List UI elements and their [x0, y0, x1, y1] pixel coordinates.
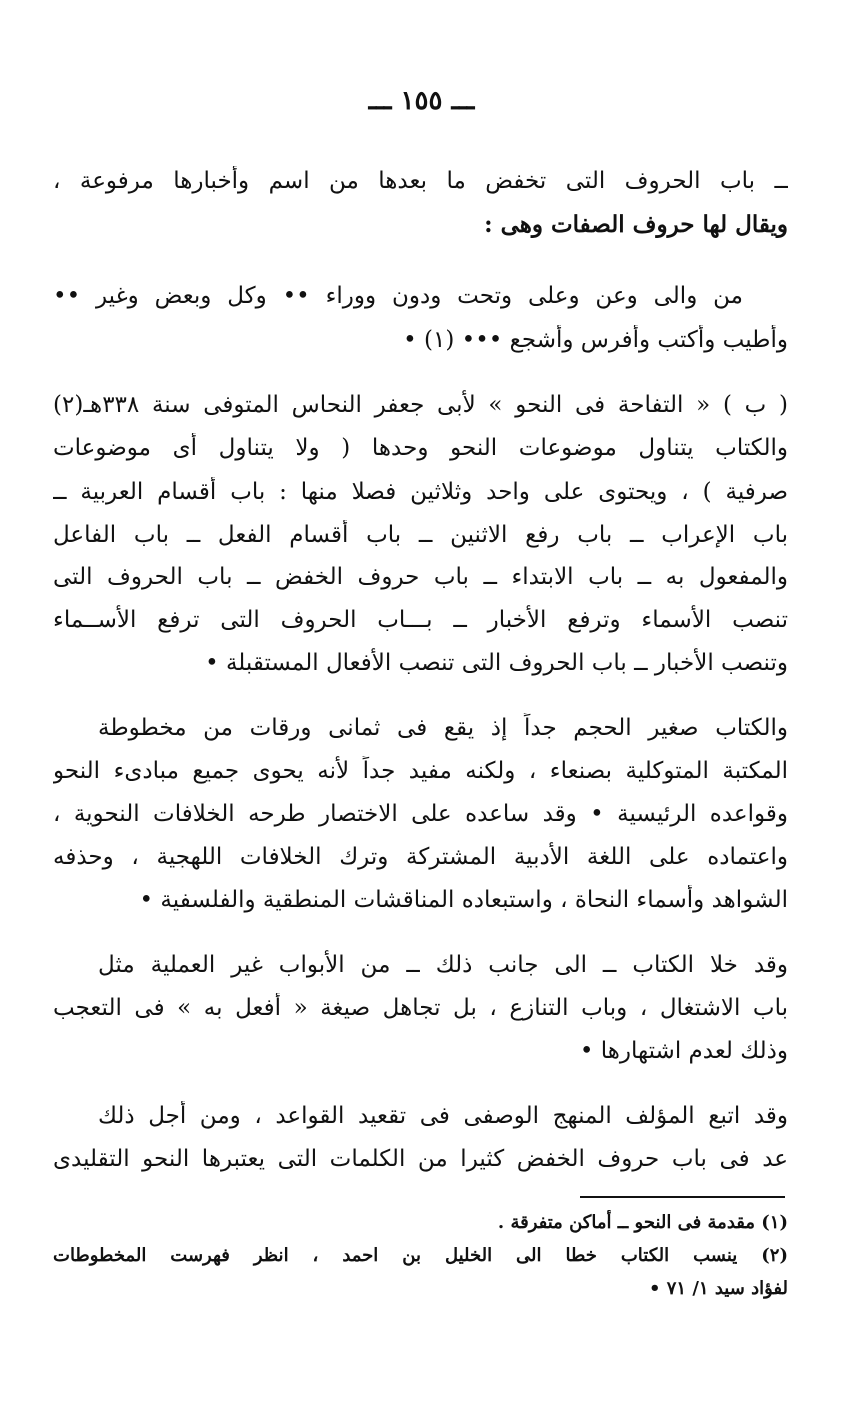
text-line: من والى وعن وعلى وتحت ودون ووراء •• وكل وبعض وغير ••	[53, 283, 743, 309]
text-line: وأطيب وأكتب وأفرس وأشجع ••• (١) •	[403, 327, 788, 353]
footnote: (٢) ينسب الكتاب خطا الى الخليل بن احمد ، انظر فهرست المخطوطات	[53, 1245, 788, 1266]
text-line: تنصب الأسماء وترفع الأخبار ــ بـــاب الحروف التى ترفع الأســماء	[53, 607, 788, 633]
text-line: باب الإعراب ــ باب رفع الاثنين ــ باب أقسام الفعل ــ باب الفاعل	[53, 522, 788, 548]
text-line: والكتاب صغير الحجم جداً إذ يقع فى ثمانى ورقات من مخطوطة	[98, 715, 788, 741]
text-line: والكتاب يتناول موضوعات النحو وحدها ( ولا يتناول أى موضوعات	[53, 435, 788, 461]
footnote: (١) مقدمة فى النحو ــ أماكن متفرقة .	[497, 1212, 788, 1233]
text-line: والمفعول به ــ باب الابتداء ــ باب حروف الخفض ــ باب الحروف التى	[53, 564, 788, 590]
text-line: باب الاشتغال ، وباب التنازع ، بل تجاهل صيغة « أفعل به » فى التعجب	[53, 995, 788, 1021]
text-line: وتنصب الأخبار ــ باب الحروف التى تنصب الأفعال المستقبلة •	[205, 650, 788, 676]
text-line: صرفية ) ، ويحتوى على واحد وثلاثين فصلا منها : باب أقسام العربية ــ	[53, 479, 788, 505]
text-line: واعتماده على اللغة الأدبية المشتركة وترك الخلافات اللهجية ، وحذفه	[53, 844, 788, 870]
text-line: عد فى باب حروف الخفض كثيرا من الكلمات التى يعتبرها النحو التقليدى	[53, 1146, 788, 1172]
text-line: وقد اتبع المؤلف المنهج الوصفى فى تقعيد القواعد ، ومن أجل ذلك	[98, 1103, 788, 1129]
text-line: ويقال لها حروف الصفات وهى :	[484, 211, 788, 238]
text-line: ( ب ) « التفاحة فى النحو » لأبى جعفر النحاس المتوفى سنة ٣٣٨هـ(٢)	[53, 392, 788, 418]
text-line: ــ باب الحروف التى تخفض ما بعدها من اسم وأخبارها مرفوعة ،	[53, 168, 788, 194]
text-line: وقد خلا الكتاب ــ الى جانب ذلك ــ من الأبواب غير العملية مثل	[98, 952, 788, 978]
page-number: ـــ ١٥٥ ـــ	[368, 86, 475, 116]
text-line: وقواعده الرئيسية • وقد ساعده على الاختصار طرحه الخلافات النحوية ،	[53, 801, 788, 827]
text-line: المكتبة المتوكلية بصنعاء ، ولكنه مفيد جداً لأنه يحوى جميع مبادىء النحو	[53, 758, 788, 784]
text-line: الشواهد وأسماء النحاة ، واستبعاده المناقشات المنطقية والفلسفية •	[139, 887, 788, 913]
text-line: وذلك لعدم اشتهارها •	[579, 1038, 788, 1064]
footnote-separator	[580, 1196, 785, 1198]
footnote: لفؤاد سيد ١/ ٧١ •	[648, 1278, 788, 1299]
